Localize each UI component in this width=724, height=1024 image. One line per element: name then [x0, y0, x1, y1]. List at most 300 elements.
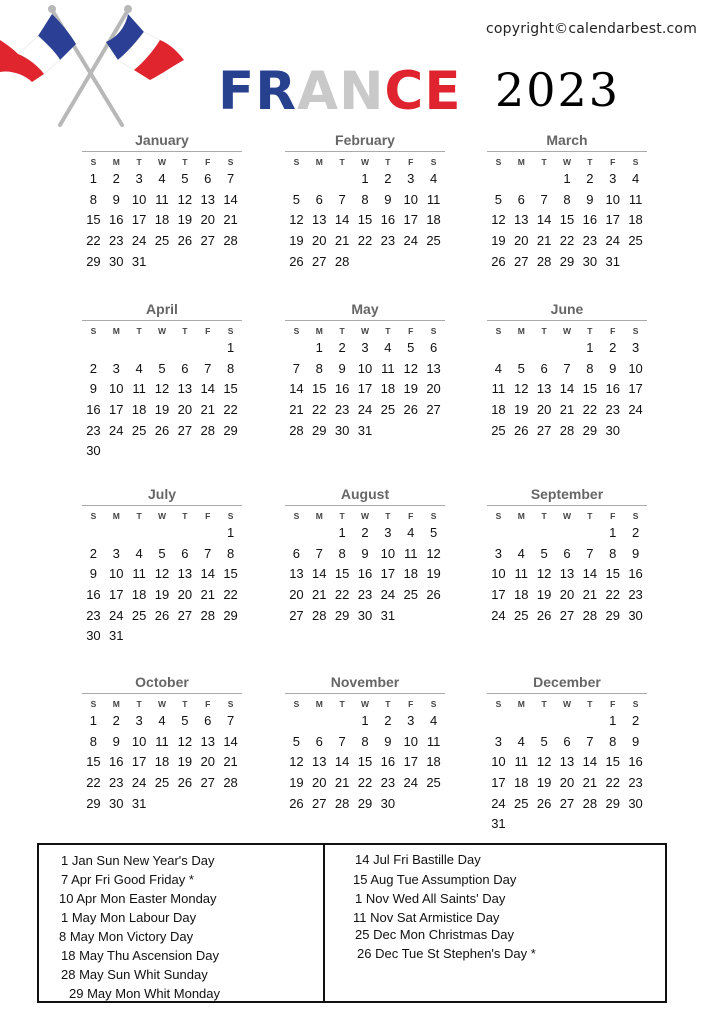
holiday-item: 1 May Mon Labour Day [61, 910, 197, 925]
day-cell: 27 [200, 775, 215, 791]
day-cell: 11 [514, 754, 529, 770]
title-letter: A [297, 61, 340, 122]
day-cell: 7 [586, 545, 594, 561]
weekday-label: F [610, 511, 616, 521]
weekday-label: M [517, 326, 525, 336]
holiday-item: 10 Apr Mon Easter Monday [59, 891, 217, 906]
day-cell: 18 [628, 212, 643, 228]
day-cell: 28 [223, 233, 238, 249]
day-cell: 30 [380, 795, 396, 811]
week-row [285, 585, 445, 606]
week-row [82, 421, 242, 442]
day-cell [173, 338, 196, 359]
holiday-item: 26 Dec Tue St Stephen's Day * [357, 946, 536, 961]
weekday-label: W [562, 326, 571, 336]
day-cell [151, 441, 174, 462]
week-row [82, 752, 242, 773]
day-cell: 9 [631, 545, 640, 561]
day-cell: 9 [586, 191, 594, 207]
calendar-title [218, 61, 621, 122]
week-row [82, 794, 242, 815]
day-cell: 23 [605, 402, 620, 418]
day-cell [285, 711, 308, 732]
day-cell: 14 [582, 754, 598, 770]
day-cell [196, 523, 219, 544]
day-cell [399, 252, 422, 273]
day-cell: 20 [177, 587, 193, 603]
weekday-label: S [632, 511, 639, 521]
day-cell: 31 [131, 253, 147, 269]
day-cell: 27 [200, 233, 215, 249]
holiday-item: 29 May Mon Whit Monday [69, 986, 221, 1001]
day-cell [151, 252, 174, 273]
day-cell: 17 [131, 754, 147, 770]
day-cell: 19 [403, 381, 418, 397]
day-cell: 15 [312, 381, 327, 397]
weekday-label: F [610, 157, 616, 167]
day-cell: 21 [334, 233, 350, 249]
day-cell: 12 [154, 381, 170, 397]
day-cell: 17 [109, 402, 124, 418]
week-row [487, 359, 647, 380]
day-cell: 11 [403, 545, 418, 561]
day-cell [533, 814, 556, 835]
day-cell: 30 [357, 607, 373, 623]
month-august [285, 485, 445, 626]
day-cell: 4 [384, 340, 392, 355]
day-cell: 18 [131, 587, 147, 603]
day-cell: 26 [514, 422, 529, 438]
week-row [487, 585, 647, 606]
week-row [487, 732, 647, 753]
day-cell: 6 [563, 545, 571, 561]
day-cell [487, 338, 510, 359]
month-divider [82, 693, 242, 694]
day-cell: 26 [154, 607, 170, 623]
weekday-label: T [136, 511, 142, 521]
day-cell: 31 [380, 607, 396, 623]
country-title [218, 62, 462, 122]
weekday-label: S [430, 699, 437, 709]
weekday-header [487, 155, 647, 169]
holiday-item: 15 Aug Tue Assumption Day [353, 872, 517, 887]
day-cell: 16 [628, 754, 643, 770]
day-cell: 8 [609, 545, 617, 561]
week-row [82, 564, 242, 585]
day-cell [487, 169, 510, 190]
month-divider [487, 505, 647, 506]
day-cell: 21 [559, 402, 575, 418]
copyright-text: copyright©calendarbest.com [486, 21, 698, 37]
day-cell: 21 [536, 233, 552, 249]
week-row [285, 210, 445, 231]
week-row [285, 190, 445, 211]
title-letter: N [339, 61, 385, 122]
weekday-label: F [408, 157, 414, 167]
day-cell: 18 [514, 775, 529, 791]
weekday-label: S [293, 699, 300, 709]
week-row [487, 523, 647, 544]
day-cell: 7 [204, 545, 212, 561]
day-cell: 4 [158, 713, 166, 728]
day-cell: 31 [357, 422, 373, 438]
day-cell: 10 [131, 733, 147, 749]
day-cell: 21 [223, 212, 238, 228]
day-cell: 3 [407, 171, 415, 186]
day-cell: 9 [89, 566, 98, 582]
week-row [82, 523, 242, 544]
day-cell: 16 [380, 754, 396, 770]
day-cell: 19 [154, 402, 170, 418]
weekday-label: T [587, 326, 593, 336]
month-divider [487, 693, 647, 694]
weekday-label: T [541, 511, 547, 521]
day-cell: 6 [517, 191, 525, 207]
month-divider [487, 151, 647, 152]
day-cell: 28 [312, 607, 327, 623]
weekday-label: T [385, 326, 391, 336]
month-name: June [550, 301, 584, 317]
day-cell: 16 [357, 566, 373, 582]
day-cell: 13 [559, 754, 575, 770]
week-row [285, 773, 445, 794]
day-cell: 11 [628, 191, 643, 207]
day-cell: 1 [315, 340, 323, 355]
day-cell: 8 [338, 545, 346, 561]
weekday-label: F [610, 326, 616, 336]
day-cell [533, 169, 556, 190]
day-cell: 30 [86, 628, 101, 644]
day-cell: 17 [491, 587, 506, 603]
day-cell: 18 [491, 402, 506, 418]
day-cell: 26 [403, 402, 418, 418]
day-cell: 16 [334, 381, 350, 397]
day-cell: 4 [429, 171, 438, 186]
week-row [285, 359, 445, 380]
day-cell: 23 [628, 775, 643, 791]
day-cell: 8 [226, 360, 235, 376]
day-cell: 6 [204, 713, 212, 728]
month-name: July [147, 486, 176, 502]
week-row [82, 773, 242, 794]
day-cell: 4 [494, 360, 503, 376]
week-row [82, 711, 242, 732]
day-cell [556, 814, 579, 835]
day-cell [285, 169, 308, 190]
day-cell: 19 [536, 775, 552, 791]
day-cell: 5 [540, 545, 548, 561]
weekday-label: T [541, 699, 547, 709]
day-cell: 11 [514, 566, 529, 582]
weekday-label: S [227, 326, 234, 336]
weekday-label: T [339, 326, 345, 336]
weekday-label: T [339, 511, 345, 521]
day-cell [422, 252, 445, 273]
weekday-label: T [339, 157, 345, 167]
day-cell: 10 [491, 566, 506, 582]
day-cell: 26 [491, 253, 506, 269]
day-cell: 13 [177, 381, 193, 397]
day-cell: 17 [403, 212, 418, 228]
holiday-item: 14 Jul Fri Bastille Day [355, 852, 481, 867]
weekday-label: T [587, 511, 593, 521]
day-cell [624, 421, 647, 442]
day-cell: 25 [628, 233, 643, 249]
day-cell: 14 [312, 566, 327, 582]
day-cell: 20 [289, 587, 304, 603]
weekday-label: W [562, 157, 571, 167]
weekday-label: W [360, 326, 369, 336]
day-cell [510, 338, 533, 359]
week-row [285, 606, 445, 627]
day-cell: 12 [154, 566, 170, 582]
week-row [82, 732, 242, 753]
day-cell: 28 [334, 795, 350, 811]
day-cell: 5 [494, 191, 503, 207]
weekday-label: S [632, 326, 639, 336]
day-cell: 15 [223, 566, 238, 582]
week-row [82, 626, 242, 647]
weekday-label: W [360, 511, 369, 521]
day-cell: 23 [109, 775, 124, 791]
day-cell [105, 338, 128, 359]
day-cell: 22 [223, 402, 238, 418]
week-row [82, 252, 242, 273]
day-cell: 14 [334, 212, 350, 228]
title-letter: R [255, 61, 298, 122]
weekday-header [487, 697, 647, 711]
day-cell [308, 523, 331, 544]
day-cell: 27 [177, 607, 193, 623]
day-cell: 23 [334, 402, 350, 418]
weekday-label: M [315, 326, 323, 336]
day-cell [376, 421, 399, 442]
day-cell: 19 [154, 587, 170, 603]
day-cell: 2 [338, 340, 346, 355]
weekday-label: T [541, 157, 547, 167]
weekday-label: S [495, 326, 502, 336]
week-row [487, 711, 647, 732]
title-letter: C [384, 61, 425, 122]
weekday-label: S [293, 511, 300, 521]
day-cell: 8 [563, 191, 571, 207]
day-cell: 20 [559, 775, 575, 791]
week-row [487, 421, 647, 442]
day-cell [82, 338, 105, 359]
day-cell: 31 [109, 628, 124, 644]
weekday-label: W [157, 511, 166, 521]
day-cell: 1 [89, 713, 98, 728]
day-cell: 21 [200, 402, 215, 418]
day-cell [128, 523, 151, 544]
day-cell: 22 [357, 775, 373, 791]
day-cell: 16 [86, 587, 101, 603]
week-row [82, 400, 242, 421]
day-cell: 16 [582, 212, 598, 228]
week-row [82, 606, 242, 627]
day-cell: 28 [582, 607, 598, 623]
day-cell [399, 606, 422, 627]
day-cell: 11 [426, 733, 441, 749]
day-cell: 7 [586, 733, 594, 749]
day-cell: 22 [312, 402, 327, 418]
day-cell: 26 [289, 253, 304, 269]
day-cell: 12 [426, 545, 441, 561]
day-cell: 14 [536, 212, 552, 228]
day-cell: 30 [628, 607, 643, 623]
month-november [285, 673, 445, 814]
day-cell: 14 [559, 381, 575, 397]
day-cell: 19 [289, 233, 304, 249]
day-cell: 17 [491, 775, 506, 791]
day-cell: 8 [226, 545, 235, 561]
day-cell: 17 [605, 212, 620, 228]
weekday-header [487, 324, 647, 338]
day-cell [308, 169, 331, 190]
day-cell [487, 523, 510, 544]
day-cell: 7 [315, 545, 323, 561]
week-row [285, 794, 445, 815]
day-cell [556, 711, 579, 732]
weekday-label: W [562, 699, 571, 709]
weekday-label: S [227, 511, 234, 521]
day-cell: 9 [338, 360, 346, 376]
day-cell [105, 523, 128, 544]
week-row [487, 379, 647, 400]
day-cell: 7 [226, 171, 235, 186]
weekday-label: S [90, 699, 97, 709]
day-cell: 3 [384, 525, 392, 540]
day-cell: 9 [384, 191, 392, 207]
day-cell: 6 [204, 171, 212, 186]
day-cell: 27 [177, 422, 193, 438]
day-cell: 24 [628, 402, 643, 418]
holiday-item: 11 Nov Sat Armistice Day [353, 910, 500, 925]
month-name: March [546, 132, 588, 148]
weekday-label: T [136, 326, 142, 336]
week-row [82, 190, 242, 211]
day-cell: 6 [315, 191, 323, 207]
day-cell: 13 [536, 381, 552, 397]
day-cell: 2 [609, 340, 617, 355]
day-cell: 11 [155, 733, 169, 749]
day-cell: 11 [381, 360, 395, 376]
holiday-item: 7 Apr Fri Good Friday * [61, 872, 194, 887]
day-cell [510, 814, 533, 835]
weekday-header [82, 697, 242, 711]
day-cell: 10 [628, 360, 643, 376]
day-cell: 26 [426, 587, 441, 603]
day-cell [399, 421, 422, 442]
day-cell: 1 [361, 713, 369, 728]
week-row [487, 814, 647, 835]
week-row [82, 379, 242, 400]
day-cell: 1 [226, 525, 235, 540]
day-cell: 17 [109, 587, 124, 603]
day-cell: 29 [86, 253, 101, 269]
day-cell [285, 523, 308, 544]
weekday-label: M [315, 699, 323, 709]
day-cell [196, 794, 219, 815]
day-cell: 22 [559, 233, 575, 249]
day-cell: 22 [86, 775, 101, 791]
day-cell: 4 [158, 171, 166, 186]
day-cell: 23 [86, 422, 101, 438]
weekday-label: M [112, 326, 120, 336]
month-divider [285, 505, 445, 506]
weekday-label: S [293, 326, 300, 336]
weekday-label: F [205, 699, 211, 709]
day-cell: 17 [357, 381, 373, 397]
month-name: May [351, 301, 379, 317]
day-cell [151, 626, 174, 647]
day-cell [82, 523, 105, 544]
weekday-label: T [136, 157, 142, 167]
day-cell: 24 [131, 775, 147, 791]
weekday-label: F [205, 326, 211, 336]
day-cell [422, 606, 445, 627]
weekday-label: F [408, 511, 414, 521]
holiday-item: 18 May Thu Ascension Day [61, 948, 220, 963]
day-cell [601, 814, 624, 835]
day-cell: 10 [131, 191, 147, 207]
weekday-label: S [227, 699, 234, 709]
day-cell: 21 [289, 402, 304, 418]
day-cell [556, 523, 579, 544]
day-cell: 4 [429, 713, 438, 728]
day-cell: 24 [109, 422, 124, 438]
day-cell: 10 [109, 566, 124, 582]
day-cell: 27 [536, 422, 552, 438]
day-cell: 29 [605, 795, 620, 811]
day-cell: 7 [563, 360, 571, 376]
day-cell [285, 338, 308, 359]
day-cell: 30 [86, 443, 101, 459]
day-cell: 14 [223, 733, 238, 749]
week-row [82, 231, 242, 252]
day-cell [331, 711, 354, 732]
weekday-label: M [112, 511, 120, 521]
day-cell: 9 [112, 733, 120, 749]
day-cell [128, 626, 151, 647]
day-cell: 15 [582, 381, 598, 397]
day-cell: 26 [536, 795, 552, 811]
day-cell: 27 [559, 795, 575, 811]
day-cell: 23 [380, 775, 396, 791]
day-cell: 28 [200, 607, 215, 623]
day-cell: 16 [109, 754, 124, 770]
day-cell: 7 [338, 191, 346, 207]
weekday-label: W [562, 511, 571, 521]
day-cell: 15 [334, 566, 350, 582]
month-name: October [135, 674, 189, 690]
weekday-label: W [360, 699, 369, 709]
day-cell: 9 [89, 381, 98, 397]
weekday-label: W [157, 326, 166, 336]
weekday-label: T [136, 699, 142, 709]
week-row [285, 252, 445, 273]
month-name: April [146, 301, 178, 317]
day-cell: 25 [426, 775, 441, 791]
day-cell [219, 626, 242, 647]
day-cell: 20 [559, 587, 575, 603]
day-cell: 5 [292, 733, 301, 749]
day-cell: 13 [289, 566, 304, 582]
week-row [285, 544, 445, 565]
week-row [285, 169, 445, 190]
weekday-label: M [315, 511, 323, 521]
day-cell: 18 [380, 381, 396, 397]
